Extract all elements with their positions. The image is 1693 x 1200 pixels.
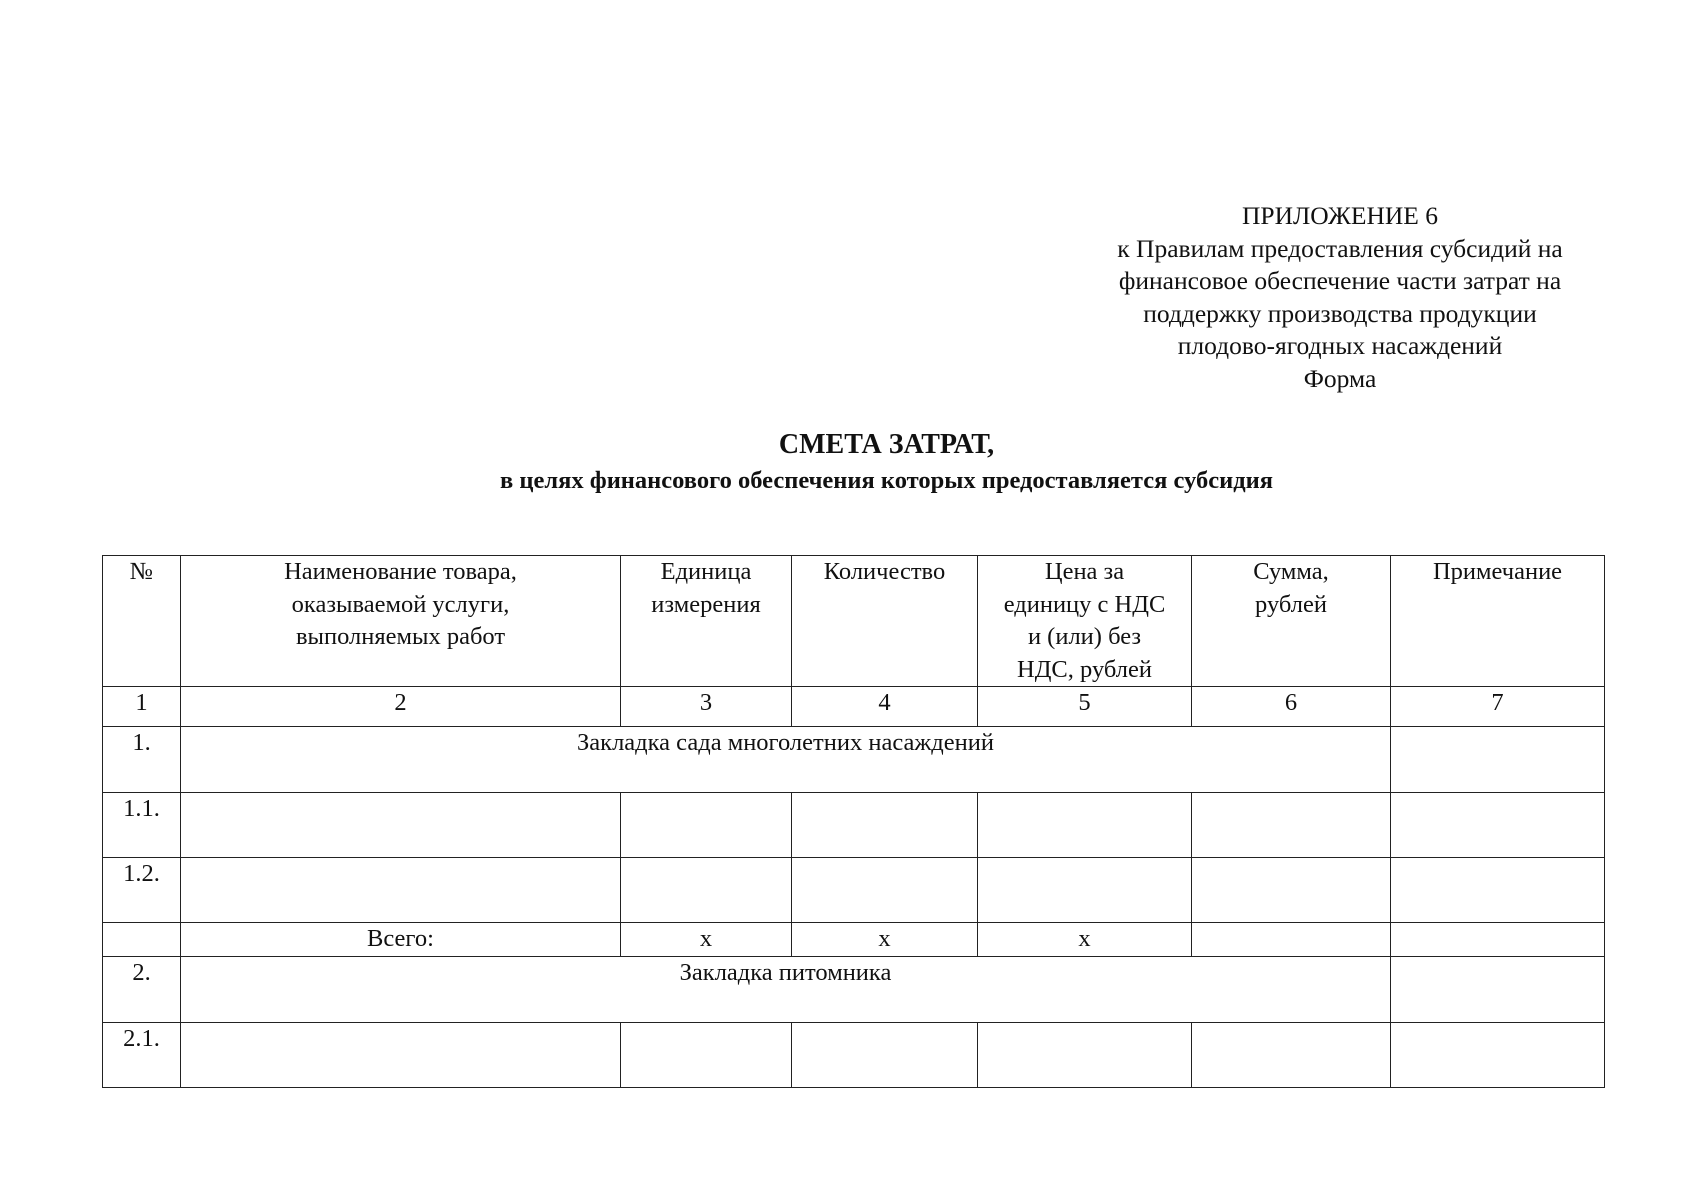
column-number: 6 bbox=[1192, 687, 1391, 727]
column-number-row bbox=[103, 687, 1605, 727]
unit-cell[interactable] bbox=[621, 858, 792, 923]
form-label: Форма bbox=[1303, 363, 1377, 393]
price-cell[interactable] bbox=[978, 1022, 1192, 1087]
name-cell[interactable] bbox=[181, 793, 621, 858]
header-quantity: Количество bbox=[792, 556, 978, 687]
appendix-line: финансовое обеспечение части затрат на bbox=[1118, 266, 1562, 295]
section-row bbox=[103, 956, 1605, 1022]
note-cell[interactable] bbox=[1391, 1022, 1605, 1087]
section-name: Закладка сада многолетних насаждений bbox=[181, 727, 1391, 793]
name-cell[interactable] bbox=[181, 1022, 621, 1087]
appendix-line: поддержку производства продукции bbox=[1143, 298, 1537, 328]
appendix-title: ПРИЛОЖЕНИЕ 6 bbox=[1241, 201, 1439, 230]
row-number: 1.2. bbox=[103, 858, 181, 923]
row-number: 1. bbox=[103, 727, 181, 793]
column-number: 4 bbox=[792, 687, 978, 727]
header-sum: Сумма, рублей bbox=[1192, 556, 1391, 687]
column-number: 2 bbox=[181, 687, 621, 727]
column-number: 3 bbox=[621, 687, 792, 727]
name-cell[interactable] bbox=[181, 858, 621, 923]
row-number: 2. bbox=[103, 956, 181, 1022]
header-note: Примечание bbox=[1391, 556, 1605, 687]
header-price: Цена за единицу с НДС и (или) без НДС, рублей bbox=[978, 556, 1192, 687]
sum-cell[interactable] bbox=[1192, 793, 1391, 858]
note-cell[interactable] bbox=[1391, 793, 1605, 858]
table-row bbox=[103, 793, 1605, 858]
title-main: СМЕТА ЗАТРАТ, bbox=[778, 429, 995, 460]
quantity-cell[interactable] bbox=[792, 858, 978, 923]
total-mark: x bbox=[792, 923, 978, 957]
row-number bbox=[103, 923, 181, 957]
column-number: 5 bbox=[978, 687, 1192, 727]
header-row bbox=[103, 556, 1605, 687]
appendix-line: к Правилам предоставления субсидий на bbox=[1117, 233, 1563, 263]
row-number: 1.1. bbox=[103, 793, 181, 858]
note-cell[interactable] bbox=[1391, 858, 1605, 923]
column-number: 1 bbox=[103, 687, 181, 727]
header-number: № bbox=[103, 556, 181, 687]
title-subtitle: в целях финансового обеспечения которых предоставляется субсидия bbox=[500, 467, 1273, 494]
note-cell[interactable] bbox=[1391, 727, 1605, 793]
price-cell[interactable] bbox=[978, 793, 1192, 858]
unit-cell[interactable] bbox=[621, 1022, 792, 1087]
estimate-table bbox=[102, 555, 1605, 1088]
unit-cell[interactable] bbox=[621, 793, 792, 858]
section-name: Закладка питомника bbox=[181, 956, 1391, 1022]
document-title bbox=[0, 427, 1693, 499]
table-row bbox=[103, 858, 1605, 923]
row-number: 2.1. bbox=[103, 1022, 181, 1087]
header-unit: Единица измерения bbox=[621, 556, 792, 687]
section-row bbox=[103, 727, 1605, 793]
appendix-header bbox=[1050, 200, 1630, 395]
column-number: 7 bbox=[1391, 687, 1605, 727]
quantity-cell[interactable] bbox=[792, 1022, 978, 1087]
total-mark: x bbox=[621, 923, 792, 957]
sum-cell[interactable] bbox=[1192, 1022, 1391, 1087]
note-cell[interactable] bbox=[1391, 923, 1605, 957]
quantity-cell[interactable] bbox=[792, 793, 978, 858]
sum-cell[interactable] bbox=[1192, 858, 1391, 923]
table-row bbox=[103, 1022, 1605, 1087]
sum-cell[interactable] bbox=[1192, 923, 1391, 957]
price-cell[interactable] bbox=[978, 858, 1192, 923]
total-row bbox=[103, 923, 1605, 957]
note-cell[interactable] bbox=[1391, 956, 1605, 1022]
appendix-line: плодово-ягодных насаждений bbox=[1177, 331, 1503, 360]
header-name: Наименование товара, оказываемой услуги, выполняемых работ bbox=[181, 556, 621, 687]
total-label: Всего: bbox=[181, 923, 621, 957]
total-mark: x bbox=[978, 923, 1192, 957]
